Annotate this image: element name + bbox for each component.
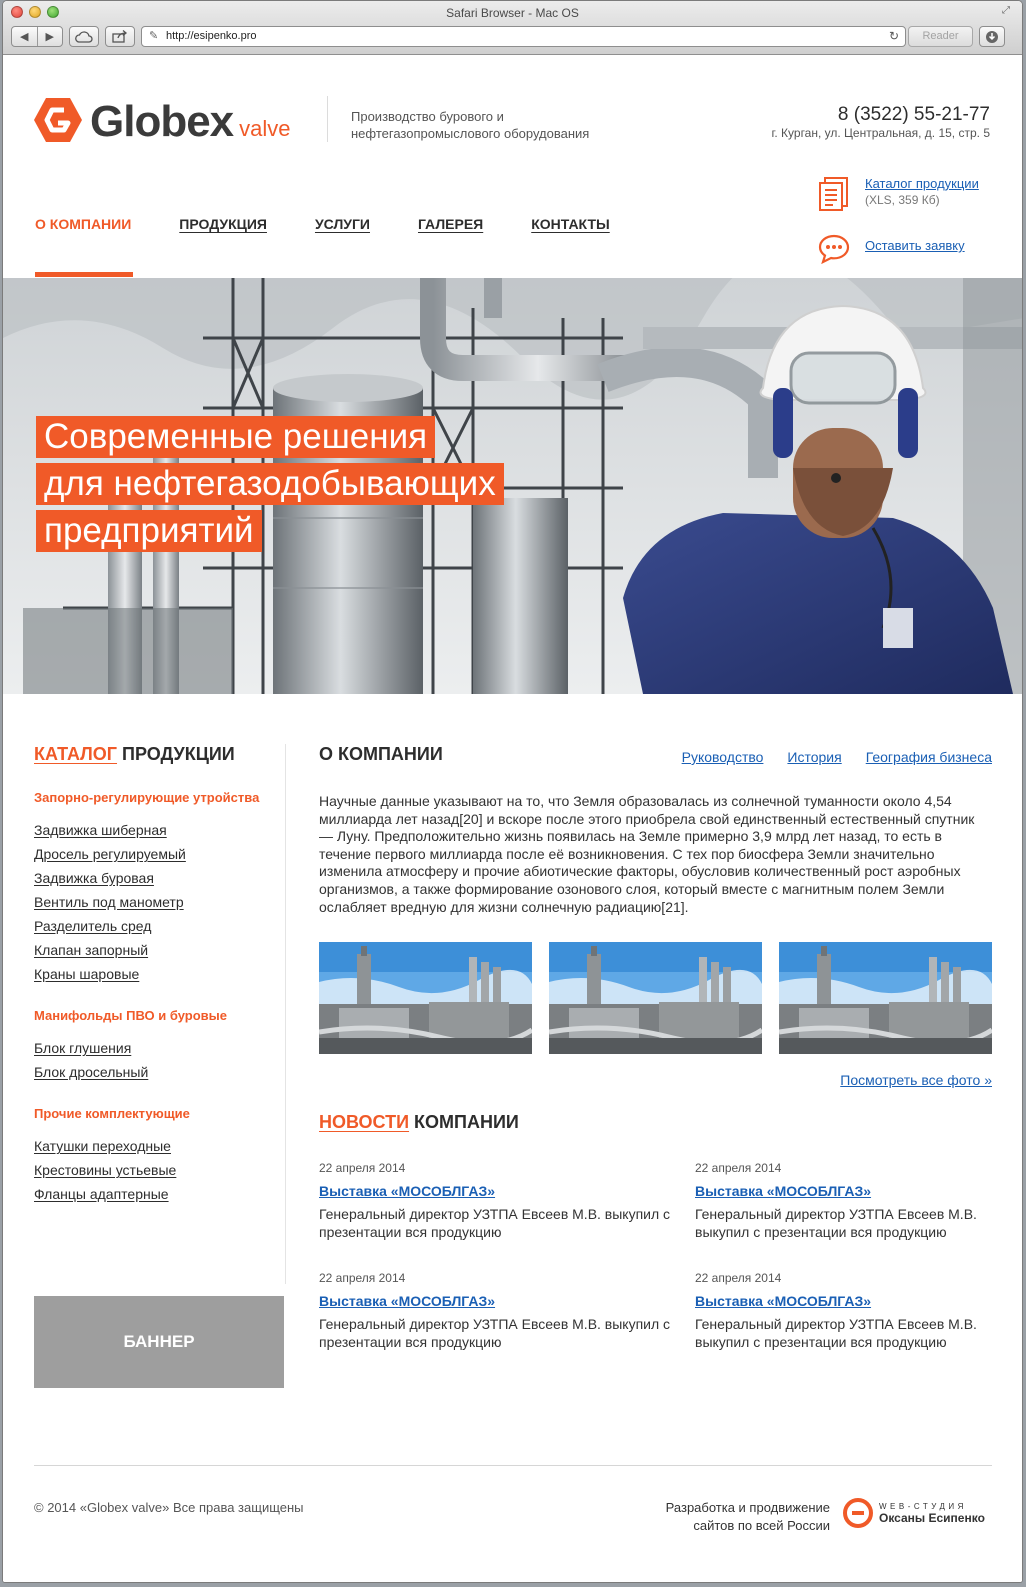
studio-logo[interactable] xyxy=(843,1498,985,1528)
share-icon xyxy=(112,30,128,43)
news-headline[interactable]: Выставка «МОСОБЛГАЗ» xyxy=(695,1293,872,1310)
catalog-meta: (XLS, 359 Кб) xyxy=(865,193,940,207)
news-title-rest: КОМПАНИИ xyxy=(409,1112,519,1133)
web-page xyxy=(3,56,1022,1583)
catalog-item[interactable]: Разделитель сред xyxy=(34,918,152,934)
catalog-item[interactable]: Краны шаровые xyxy=(34,966,140,982)
about-text: Научные данные указывают на то, что Земля образовалась из солнечной туманности около 4,54 миллиарда лет назад[20] и вскоре после этого приобрела свой единственный естественный спутник — Луну. Предположительно жизнь появилась на Земле примерно 3,9 млрд лет назад, то есть в течение первого миллиарда после её возникновения. С тех пор биосфера Земли значительно изменила атмосферу и прочие абиотические факторы, обусловив количественный рост аэробных организмов, а также формирование озонового слоя, который вместе с магнитным полем Земли ослабляет вредную для жизни солнечную радиацию[21]. xyxy=(319,793,975,915)
catalog-download xyxy=(817,176,979,212)
news-item xyxy=(319,1161,695,1241)
copyright: © 2014 «Globex valve» Все права защищены xyxy=(34,1500,304,1515)
hero-banner xyxy=(3,278,1023,694)
catalog-group-title: Запорно-регулирующие утройства xyxy=(34,790,260,805)
catalog-group-title: Прочие комплектующие xyxy=(34,1106,190,1121)
catalog-item[interactable]: Крестовины устьевые xyxy=(34,1162,177,1178)
news-headline[interactable]: Выставка «МОСОБЛГАЗ» xyxy=(319,1183,496,1200)
site-logo[interactable] xyxy=(34,96,291,144)
about-link-history[interactable]: История xyxy=(787,749,842,765)
chat-bubble-icon xyxy=(817,234,851,264)
news-item xyxy=(695,1271,992,1351)
developer-credit xyxy=(603,1499,830,1535)
news-text: Генеральный директор УЗТПА Евсеев М.В. выкупил с презентации вся продукцию xyxy=(695,1206,977,1241)
globex-logo-icon xyxy=(34,96,82,144)
page-icon: ✎ xyxy=(149,30,159,42)
site-tagline: Производство бурового и нефтегазопромыслового оборудования xyxy=(351,109,590,141)
catalog-item[interactable]: Фланцы адаптерные xyxy=(34,1186,169,1202)
forward-button[interactable]: ▶ xyxy=(45,31,54,43)
news-title-accent[interactable]: НОВОСТИ xyxy=(319,1112,410,1133)
refinery-thumbnail xyxy=(549,942,762,1054)
icloud-tabs-button[interactable] xyxy=(69,26,99,47)
about-link-management[interactable]: Руководство xyxy=(681,749,764,765)
gallery-photo[interactable] xyxy=(319,942,532,1054)
studio-label: WEB-СТУДИЯ xyxy=(879,1501,967,1511)
news-item xyxy=(695,1161,992,1241)
main-nav xyxy=(35,216,610,232)
catalog-item[interactable]: Блок глушения xyxy=(34,1040,132,1056)
news-date: 22 апреля 2014 xyxy=(319,1271,406,1286)
refinery-thumbnail xyxy=(779,942,992,1054)
reader-button[interactable]: Reader xyxy=(908,26,973,47)
share-button[interactable] xyxy=(105,26,135,47)
fullscreen-icon[interactable]: ⤢ xyxy=(1002,5,1010,16)
catalog-group-list xyxy=(34,822,286,983)
news-date: 22 апреля 2014 xyxy=(695,1161,782,1176)
news-text: Генеральный директор УЗТПА Евсеев М.В. выкупил с презентации вся продукцию xyxy=(319,1316,671,1351)
catalog-title-accent[interactable]: КАТАЛОГ xyxy=(34,744,118,764)
news-text: Генеральный директор УЗТПА Евсеев М.В. выкупил с презентации вся продукцию xyxy=(319,1206,671,1241)
hero-line-3: предприятий xyxy=(36,510,262,552)
document-icon xyxy=(817,176,851,212)
more-photos xyxy=(319,1072,992,1088)
catalog-item[interactable]: Задвижка буровая xyxy=(34,870,154,886)
window-title: Safari Browser - Mac OS xyxy=(446,6,579,20)
hero-line-1: Современные решения xyxy=(36,416,435,458)
catalog-title-rest: ПРОДУКЦИИ xyxy=(117,744,235,764)
catalog-item[interactable]: Дросель регулируемый xyxy=(34,846,186,862)
address-bar[interactable] xyxy=(141,26,906,47)
header-divider xyxy=(327,96,328,142)
downloads-button[interactable] xyxy=(979,26,1005,47)
about-link-geography[interactable]: География бизнеса xyxy=(865,749,992,765)
developer-credit-line-1: Разработка и продвижение xyxy=(665,1500,830,1515)
studio-name: Оксаны Есипенко xyxy=(879,1510,985,1525)
nav-item-about[interactable]: О КОМПАНИИ xyxy=(35,216,132,232)
reload-icon[interactable]: ↻ xyxy=(888,29,899,43)
news-date: 22 апреля 2014 xyxy=(319,1161,406,1176)
news-list xyxy=(319,1161,992,1351)
cloud-icon xyxy=(75,31,93,43)
hero-title xyxy=(36,416,504,557)
ad-banner[interactable]: БАННЕР xyxy=(34,1296,284,1388)
photo-gallery xyxy=(319,942,992,1054)
nav-item-contacts[interactable]: КОНТАКТЫ xyxy=(531,216,610,232)
studio-logo-icon xyxy=(843,1498,873,1528)
gallery-photo[interactable] xyxy=(549,942,762,1054)
developer-credit-line-2: сайтов по всей России xyxy=(693,1518,830,1533)
company-address: г. Курган, ул. Центральная, д. 15, стр. 5 xyxy=(771,126,990,140)
browser-toolbar xyxy=(3,1,1022,55)
catalog-item[interactable]: Клапан запорный xyxy=(34,942,149,958)
back-button[interactable]: ◀ xyxy=(20,31,29,43)
nav-active-indicator xyxy=(35,272,133,277)
download-icon xyxy=(985,30,999,44)
catalog-item[interactable]: Блок дросельный xyxy=(34,1064,149,1080)
about-subnav xyxy=(682,749,992,765)
request-link[interactable]: Оставить заявку xyxy=(865,238,965,253)
about-title: О КОМПАНИИ xyxy=(319,744,443,764)
refinery-thumbnail xyxy=(319,942,532,1054)
back-forward-buttons xyxy=(11,26,63,47)
catalog-sidebar xyxy=(34,744,286,1210)
hero-line-2: для нефтегазодобывающих xyxy=(36,463,504,505)
quick-links xyxy=(817,176,979,286)
catalog-item[interactable]: Катушки переходные xyxy=(34,1138,171,1154)
news-date: 22 апреля 2014 xyxy=(695,1271,782,1286)
view-all-photos-link[interactable]: Посмотреть все фото » xyxy=(840,1072,992,1089)
news-headline[interactable]: Выставка «МОСОБЛГАЗ» xyxy=(695,1183,872,1200)
catalog-item[interactable]: Вентиль под манометр xyxy=(34,894,184,910)
footer-divider xyxy=(34,1465,992,1466)
news-headline[interactable]: Выставка «МОСОБЛГАЗ» xyxy=(319,1293,496,1310)
catalog-group-list xyxy=(34,1040,286,1081)
news-title xyxy=(319,1112,992,1133)
catalog-group-list xyxy=(34,1138,286,1203)
phone-number[interactable]: 8 (3522) 55-21-77 xyxy=(837,104,990,125)
news-item xyxy=(319,1271,695,1351)
nav-item-gallery[interactable]: ГАЛЕРЕЯ xyxy=(417,216,484,232)
news-text: Генеральный директор УЗТПА Евсеев М.В. выкупил с презентации вся продукцию xyxy=(695,1316,977,1351)
request-row xyxy=(817,234,979,264)
url-text: http://esipenko.pro xyxy=(166,30,257,42)
nav-item-services[interactable]: УСЛУГИ xyxy=(314,216,370,232)
gallery-photo[interactable] xyxy=(779,942,992,1054)
main-content xyxy=(319,744,992,1351)
nav-item-products[interactable]: ПРОДУКЦИЯ xyxy=(179,216,267,232)
browser-window xyxy=(2,0,1023,1583)
catalog-item[interactable]: Задвижка шиберная xyxy=(34,822,167,838)
sidebar-divider xyxy=(285,744,286,1284)
logo-sub: valve xyxy=(239,116,291,141)
catalog-title xyxy=(34,744,286,765)
catalog-link[interactable]: Каталог продукции xyxy=(865,176,979,191)
logo-word: Globex xyxy=(90,97,234,146)
catalog-group-title: Манифольды ПВО и буровые xyxy=(34,1008,227,1023)
